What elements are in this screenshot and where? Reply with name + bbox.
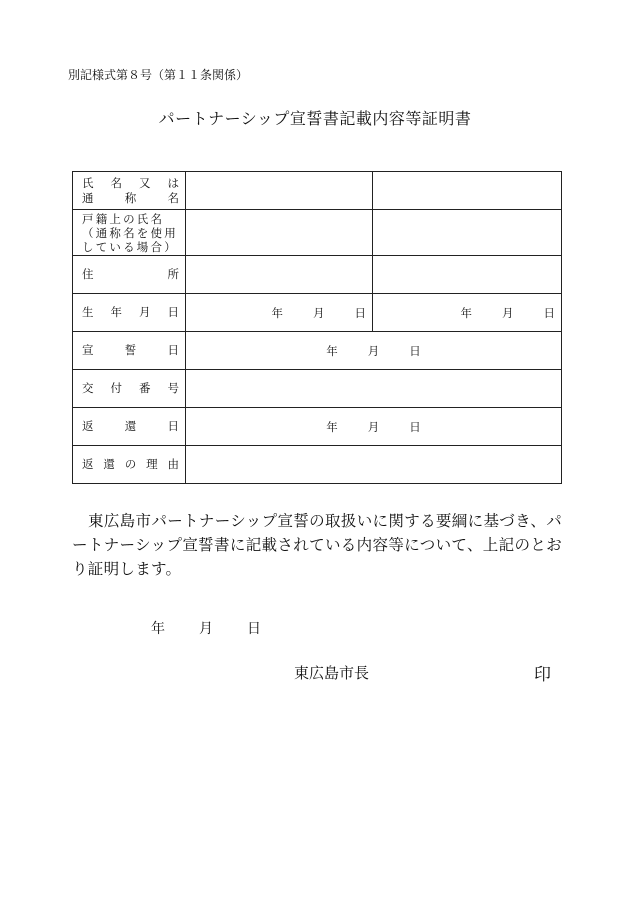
oath-date-field[interactable]: 年 月 日 — [186, 332, 562, 370]
return-reason-field[interactable] — [186, 446, 562, 484]
form-reference: 別記様式第８号（第１１条関係） — [68, 68, 249, 82]
label-name-line2: 通 称 名 — [82, 190, 179, 205]
label-oath-date: 宣 誓 日 — [73, 332, 186, 370]
label-return-reason: 返 還 の 理 由 — [73, 446, 186, 484]
name-field-partner-2[interactable] — [373, 172, 562, 210]
document-title: パートナーシップ宣誓書記載内容等証明書 — [158, 109, 472, 128]
address-field-partner-2[interactable] — [373, 256, 562, 294]
signature-date-day: 日 — [247, 621, 261, 637]
row-oath-date — [73, 332, 562, 370]
row-return-reason — [73, 446, 562, 484]
row-birth-date — [73, 294, 562, 332]
label-address: 住 所 — [73, 256, 186, 294]
certificate-table — [72, 171, 562, 484]
row-issue-number — [73, 370, 562, 408]
label-name — [73, 172, 186, 210]
certification-statement: 東広島市パートナーシップ宣誓の取扱いに関する要綱に基づき、パートナーシップ宣誓書に記載されている内容等について、上記のとおり証明します。 — [72, 512, 562, 578]
register-name-field-partner-2[interactable] — [373, 210, 562, 256]
issue-number-field[interactable] — [186, 370, 562, 408]
seal-mark: 印 — [534, 665, 551, 685]
signature-date-month: 月 — [199, 621, 213, 637]
row-address — [73, 256, 562, 294]
birth-date-field-partner-1[interactable]: 年 月 日 — [186, 294, 373, 332]
birth-date-field-partner-2[interactable]: 年 月 日 — [373, 294, 562, 332]
mayor-title: 東広島市長 — [294, 664, 370, 682]
label-name-line1: 氏 名 又 は — [82, 175, 179, 190]
return-date-field[interactable]: 年 月 日 — [186, 408, 562, 446]
row-name — [73, 172, 562, 210]
address-field-partner-1[interactable] — [186, 256, 373, 294]
row-return-date — [73, 408, 562, 446]
name-field-partner-1[interactable] — [186, 172, 373, 210]
register-name-field-partner-1[interactable] — [186, 210, 373, 256]
label-family-register-name: 戸籍上の氏名 （通称名を使用 している場合） — [73, 210, 186, 256]
row-family-register-name — [73, 210, 562, 256]
label-birth-date: 生 年 月 日 — [73, 294, 186, 332]
signature-date-year: 年 — [151, 621, 165, 637]
label-issue-number: 交 付 番 号 — [73, 370, 186, 408]
label-return-date: 返 還 日 — [73, 408, 186, 446]
